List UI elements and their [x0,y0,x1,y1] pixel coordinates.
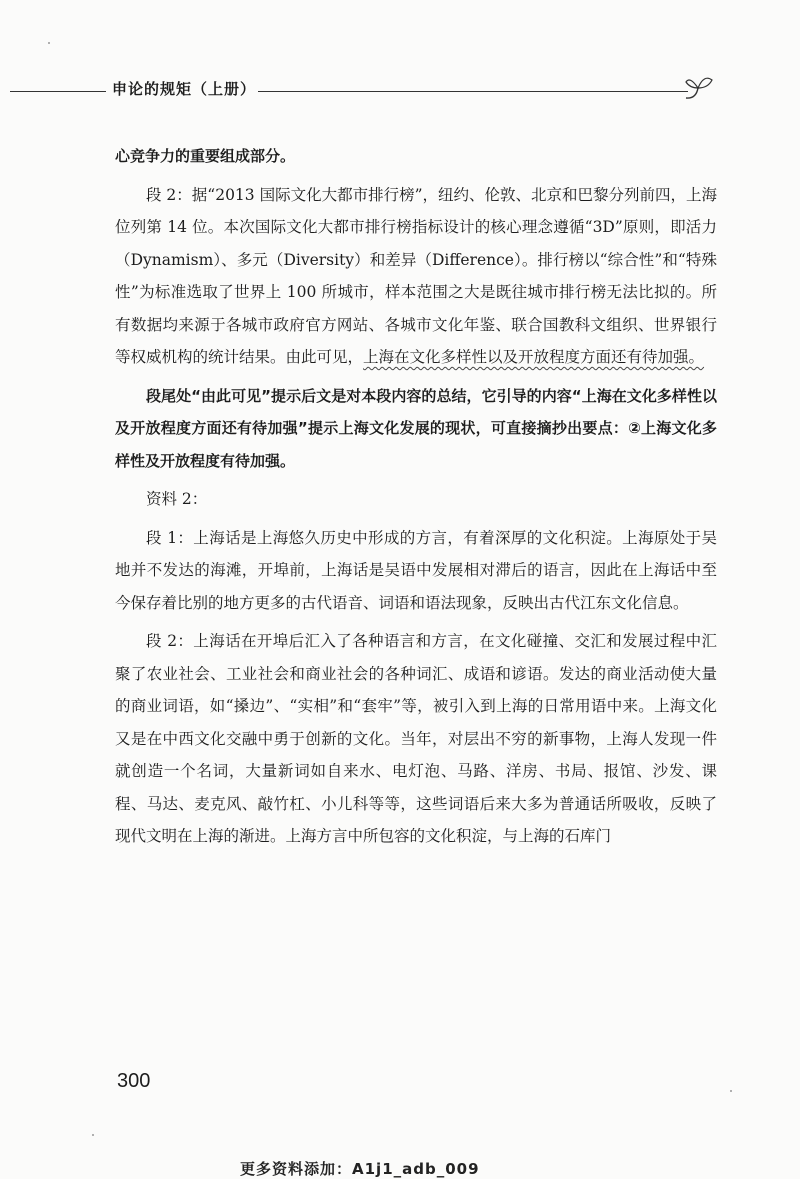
scan-speck [92,1134,94,1136]
paragraph-continued: 心竞争力的重要组成部分。 [115,147,296,165]
header-title: 申论的规矩（上册） [112,80,257,98]
paragraph-material2-seg1: 段 1：上海话是上海悠久历史中形成的方言，有着深厚的文化积淀。上海原处于吴地并不发达的海滩，开埠前，上海话是吴语中发展相对滞后的语言，因此在上海话中至今保存着比别的地方更多的古代语音、词语和语法现象，反映出古代江东文化信息。 [115,528,717,612]
sprout-icon [682,72,718,102]
page-number: 300 [117,1070,151,1092]
underlined-key-sentence: 上海在文化多样性以及开放程度方面还有待加强。 [363,348,705,366]
page-body [115,140,717,853]
footer-watermark: 更多资料添加：A1j1_adb_009 [240,1160,480,1178]
analysis-note: 段尾处“由此可见”提示后文是对本段内容的总结，它引导的内容“上海在文化多样性以及开放程度方面还有待加强”提示上海文化发展的现状，可直接摘抄出要点：②上海文化多样性及开放程度有待加强。 [115,386,717,470]
material-2-heading: 资料 2： [146,490,208,508]
header-rule-left [10,91,106,92]
paragraph-text: 段 2：据“2013 国际文化大都市排行榜”，纽约、伦敦、北京和巴黎分列前四，上海位列第 14 位。本次国际文化大都市排行榜指标设计的核心理念遵循“3D”原则，即活力（Dynamism）、多元（Diversity）和差异（Difference）。排行榜以“综合性”和“特殊性”为标准选取了世界上 100 所城市，样本范围之大是既往城市排行榜无法比拟的。所有数据均来源于各城市政府官方网站、各城市文化年鉴、联合国教科文组织、世界银行等权威机构的统计结果。由此可见， [115,185,718,366]
scan-speck [48,42,50,44]
paragraph-material1-seg2 [115,179,717,374]
header-rule-right [258,91,688,92]
scan-speck [730,1090,732,1092]
paragraph-material2-seg2: 段 2：上海话在开埠后汇入了各种语言和方言，在文化碰撞、交汇和发展过程中汇聚了农业社会、工业社会和商业社会的各种词汇、成语和谚语。发达的商业活动使大量的商业词语，如“搡边”、“实相”和“套牢”等，被引入到上海的日常用语中来。上海文化又是在中西文化交融中勇于创新的文化。当年，对层出不穷的新事物，上海人发现一件就创造一个名词，大量新词如自来水、电灯泡、马路、洋房、书局、报馆、沙发、课程、马达、麦克风、敲竹杠、小儿科等等，这些词语后来大多为普通话所吸收，反映了现代文明在上海的渐进。上海方言中所包容的文化积淀，与上海的石库门 [115,632,717,845]
running-header [0,78,800,102]
